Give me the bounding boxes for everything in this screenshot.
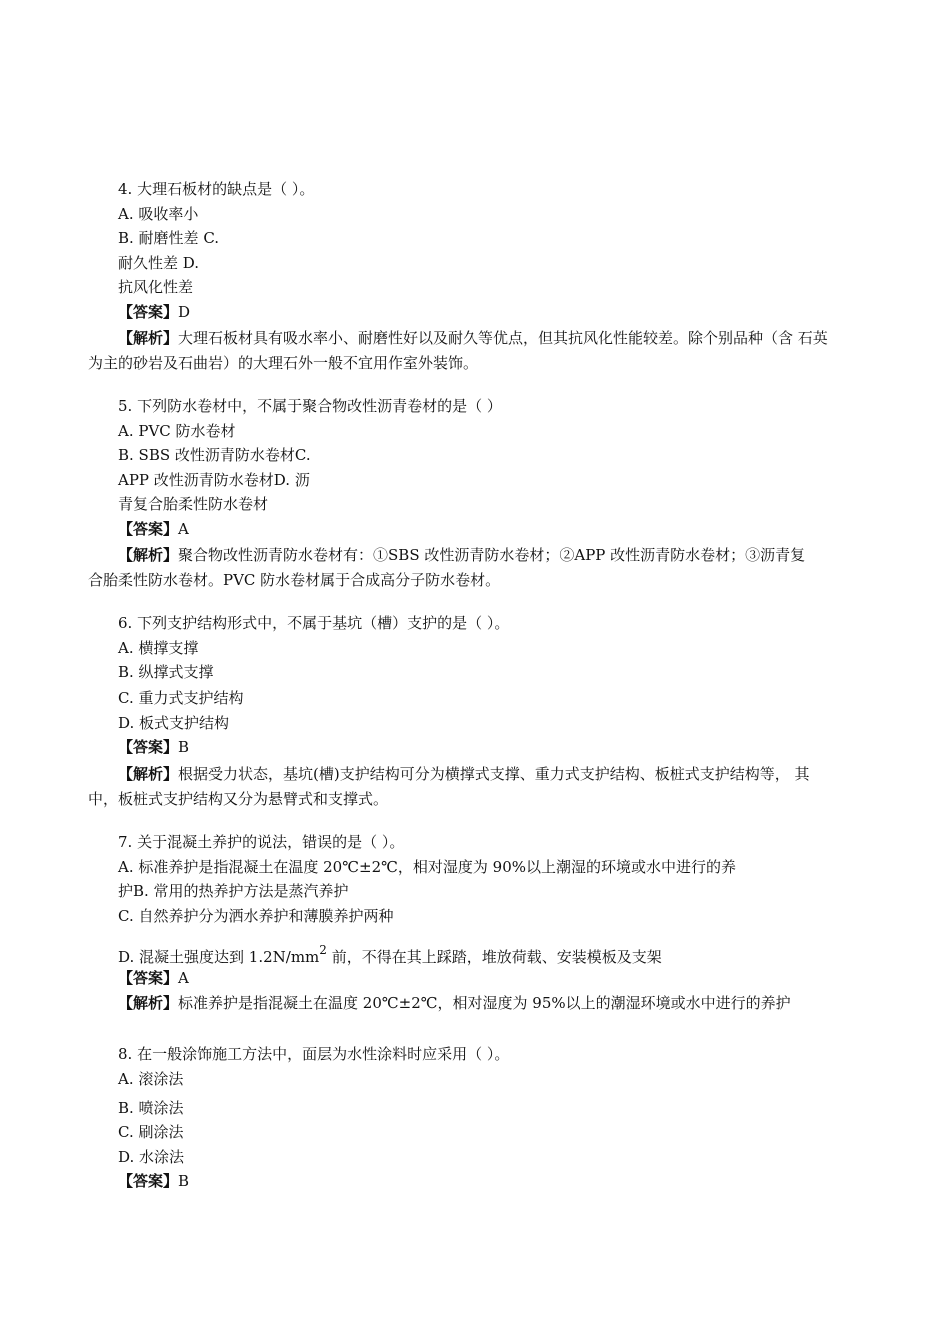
line-d-text: D. 混凝土强度达到 1.2N/mm [118,948,320,966]
question-7-analysis [118,993,791,1013]
question-5-analysis-cont: 合胎柔性防水卷材。PVC 防水卷材属于合成高分子防水卷材。 [88,571,501,589]
question-5-line: A. PVC 防水卷材 [118,422,236,440]
question-7-answer [118,968,189,988]
question-4-analysis [118,328,828,348]
question-8-answer [118,1171,189,1191]
question-5-line: 青复合胎柔性防水卷材 [118,495,269,513]
question-4-line: 耐久性差 D. [118,254,200,272]
superscript: 2 [319,943,327,957]
question-6-answer [118,737,189,757]
question-5-line: B. SBS 改性沥青防水卷材C. [118,446,311,464]
analysis-label: 【解析】 [118,765,179,783]
question-5-stem: 5. 下列防水卷材中，不属于聚合物改性沥青卷材的是（ ） [118,397,502,415]
question-4-stem: 4. 大理石板材的缺点是（ ）。 [118,180,315,198]
question-6-line: C. 重力式支护结构 [118,689,244,707]
question-7-line: C. 自然养护分为洒水养护和薄膜养护两种 [118,907,394,925]
question-6-line: D. 板式支护结构 [118,714,230,732]
question-7-line: 护B. 常用的热养护方法是蒸汽养护 [118,882,349,900]
analysis-label: 【解析】 [118,329,179,347]
question-4-line: A. 吸收率小 [118,205,199,223]
analysis-text: 大理石板材具有吸水率小、耐磨性好以及耐久等优点，但其抗风化性能较差。除个别品种（含 石英 [178,329,828,347]
question-7-line: A. 标准养护是指混凝土在温度 20℃±2℃，相对湿度为 90%以上潮湿的环境或水中进行的养 [118,858,737,876]
question-8-line: A. 滚涂法 [118,1070,184,1088]
analysis-text: 根据受力状态，基坑(槽)支护结构可分为横撑式支撑、重力式支护结构、板桩式支护结构等， 其 [178,765,810,783]
analysis-text: 聚合物改性沥青防水卷材有：①SBS 改性沥青防水卷材；②APP 改性沥青防水卷材；③沥青复 [178,546,806,564]
answer-value: B [178,1172,190,1190]
question-6-analysis [118,764,810,784]
question-8-line: D. 水涂法 [118,1148,185,1166]
answer-value: B [178,738,190,756]
question-5-analysis [118,545,805,565]
answer-label: 【答案】 [118,520,179,538]
analysis-text: 标准养护是指混凝土在温度 20℃±2℃，相对湿度为 95%以上的潮湿环境或水中进行的养护 [178,994,791,1012]
question-8-line: C. 刷涂法 [118,1123,184,1141]
line-d-text-cont: 前，不得在其上踩踏，堆放荷载、安装模板及支架 [326,948,662,966]
question-7-stem: 7. 关于混凝土养护的说法，错误的是（ ）。 [118,833,405,851]
question-5-answer [118,519,189,539]
question-4-line: 抗风化性差 [118,278,194,296]
question-4-answer [118,302,190,322]
answer-value: A [178,969,189,987]
question-6-analysis-cont: 中，板桩式支护结构又分为悬臂式和支撑式。 [88,790,389,808]
question-7-line-d [118,942,662,967]
answer-label: 【答案】 [118,1172,179,1190]
question-4-analysis-cont: 为主的砂岩及石曲岩）的大理石外一般不宜用作室外装饰。 [88,354,479,372]
analysis-label: 【解析】 [118,546,179,564]
question-4-line: B. 耐磨性差 C. [118,229,220,247]
answer-value: D [178,303,191,321]
answer-label: 【答案】 [118,303,179,321]
analysis-label: 【解析】 [118,994,179,1012]
question-5-line: APP 改性沥青防水卷材D. 沥 [118,471,310,489]
question-6-line: B. 纵撑式支撑 [118,663,214,681]
question-6-line: A. 横撑支撑 [118,639,199,657]
answer-label: 【答案】 [118,969,179,987]
question-8-stem: 8. 在一般涂饰施工方法中，面层为水性涂料时应采用（ ）。 [118,1045,510,1063]
answer-label: 【答案】 [118,738,179,756]
question-6-stem: 6. 下列支护结构形式中，不属于基坑（槽）支护的是（ ）。 [118,614,510,632]
answer-value: A [178,520,189,538]
question-8-line: B. 喷涂法 [118,1099,184,1117]
